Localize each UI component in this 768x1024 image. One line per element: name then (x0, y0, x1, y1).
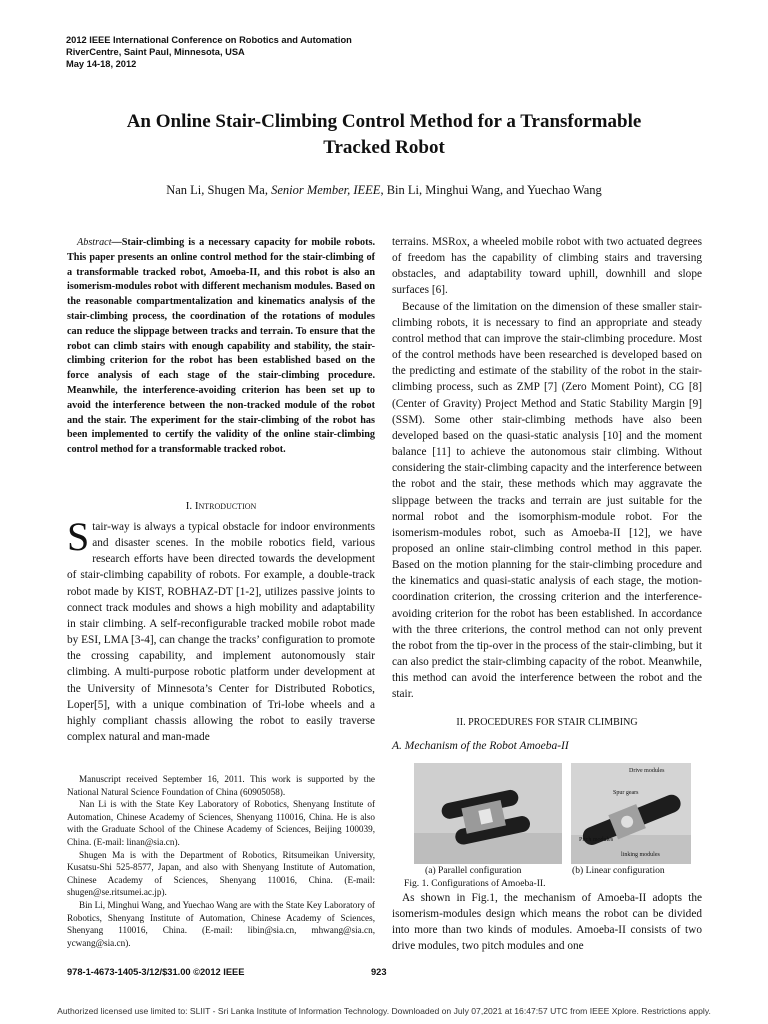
abstract (67, 236, 375, 458)
intro-dropcap: S (67, 514, 90, 559)
figure-linear-configuration (571, 763, 691, 864)
license-notice: Authorized licensed use limited to: SLIIT - Sri Lanka Institute of Information Technology. Downloaded on July 07,2021 at 16:47:57 UTC from IEEE Xplore. Restrictions apply. (57, 1006, 711, 1016)
author-role: Senior Member, IEEE (271, 183, 381, 197)
conference-header (66, 34, 352, 70)
subsection-a-heading: A. Mechanism of the Robot Amoeba-II (392, 740, 569, 752)
title-line-1: An Online Stair-Climbing Control Method for a Transformable (126, 111, 642, 132)
author-list (60, 183, 708, 198)
figure-caption: Fig. 1. Configurations of Amoeba-II. (404, 878, 546, 889)
paragraph-2: Because of the limitation on the dimension of these smaller stair-climbing robots, it is necessary to find an appropriate and steady control method that can improve the stair-climbing procedure. Most of the control methods have been researched is developed based on the predicting and estimate of the stability of the robot in the stair-climbing process, such as ZMP [7] (Zero Moment Point), CG [8] (Center of Gravity) Project Method and Static Stability Margin [9] (SSM). Some other stair-climbing methods have also been developed based on the quasi-static analysis [10] and the moment balance [11] to achieve the autonomous stair climbing. Without considering the stair-climbing capacity and the interference between the robot and the stair, these methods which may aggravate the slippage between the tracks and terrain are just suitable for the normal robot and the isomorphism-module robot. For the isomerism-modules robot, such as Amoeba-II [12], we have proposed an online stair-climbing control method in this paper. Based on the motion planning for the stair-climbing procedure and the kinematics and quasi-static analysis of each stage, the motion-coordination criterion, the crossing criterion and the interference-avoiding criterion for the robot has been established. In accordance with the three criterions, the control method can not only prevent the robot from the tip-over in the process of the stair-climbing, but it can also predict the stair-climbing capacity of the robot. Meanwhile, this method can avoid the interference between the robot and the stair. (392, 300, 702, 701)
caption-b: (b) Linear configuration (572, 865, 665, 876)
conference-dates: May 14-18, 2012 (66, 59, 137, 69)
caption-a: (a) Parallel configuration (425, 865, 522, 876)
right-column-continued (392, 890, 702, 955)
abstract-text: —Stair-climbing is a necessary capacity for mobile robots. This paper presents an online control method for the stair-climbing of a transformable tracked robot, Amoeba-II, and this robot is also an isomerism-modules robot with different mechanism modules. Based on the reasonable compartmentalization and kinematics analysis of the stair-climbing process, the coordination of the rotations of modules can reduce the slippage between tracks and terrain. To ensure that the robot can climb stairs with enough capability and stability, the stair-climbing criterion for the robot has been established based on the force analysis of each stage of the stair-climbing procedure. Meanwhile, the interference-avoiding criterion has been set up to avoid the interference between the non-tracked module of the robot and the stair. The experiment for the stair-climbing of the robot has been implemented to certify the validity of the online stair-climbing control method for a transformable tracked robot. (67, 237, 375, 456)
intro-text: tair-way is always a typical obstacle for indoor environments and disaster scenes. In the mobile robotics field, various research efforts have been directed towards the development of stair-climbing capability of robots. For example, a double-track robot made by KIST, ROBHAZ-DT [1-2], utilizes passive joints to connect track modules and shows a high mobility and adaptability in stair climbing. A self-reconfigurable tracked mobile robot made by ESI, LMA [3-4], can change the tracks’ configuration to promote the crossing capability, and implement autonomously stair climbing. A multi-purpose robotic platform under development at the University of Minnesota’s Center for Distributed Robotics, Loper[5], with a unique combination of Tri-lobe wheels and a highly compliant chassis allowing the robot to easily traverse complex natural and man-made (67, 521, 375, 744)
isbn-footer: 978-1-4673-1405-3/12/$31.00 ©2012 IEEE (67, 967, 245, 977)
footnote-2: Nan Li is with the State Key Laboratory of Robotics, Shenyang Institute of Automation, Chinese Academy of Sciences, Shenyang 110016, China. He is also with the Graduate School of the Chinese Academy of Sciences, Beijing 100039, China. (E-mail: linan@sia.cn). (67, 799, 375, 847)
footnotes (67, 773, 375, 949)
right-column-text (392, 234, 702, 703)
robot-parallel-photo (414, 763, 562, 864)
label-pitch-modules: Pitch modules (579, 837, 614, 843)
footnote-4: Bin Li, Minghui Wang, and Yuechao Wang are with the State Key Laboratory of Robotics, Shenyang Institute of Automation, Chinese Academy of Sciences, Shenyang 110016, China. (E-mail: libin@sia.cn, mhwang@sia.cn, ycwang@sia.cn). (67, 899, 375, 948)
author-names-before: Nan Li, Shugen Ma, (166, 183, 272, 197)
intro-heading: I. Introduction (185, 500, 257, 512)
section-2-heading: II. PROCEDURES FOR STAIR CLIMBING (456, 717, 638, 728)
footnote-1: Manuscript received September 16, 2011. This work is supported by the National Natural Science Foundation of China (60905058). (67, 774, 375, 797)
conference-venue: RiverCentre, Saint Paul, Minnesota, USA (66, 47, 245, 57)
paragraph-1: terrains. MSRox, a wheeled mobile robot with two actuated degrees of freedom has the capability of climbing stairs and traversing obstacles, and adaptability toward uphill, downhill and slope surfaces [6]. (392, 236, 702, 297)
label-spur-gears: Spur gears (613, 790, 639, 796)
paragraph-3: As shown in Fig.1, the mechanism of Amoeba-II adopts the isomerism-modules design which means the robot can be divided into more than two kinds of modules. Amoeba-II consists of two drive modules, two pitch modules and one (392, 892, 702, 953)
figure-parallel-configuration (414, 763, 562, 864)
page-number: 923 (371, 967, 387, 977)
robot-linear-photo (571, 763, 691, 864)
author-names-after: , Bin Li, Minghui Wang, and Yuechao Wang (380, 183, 602, 197)
label-linking-modules: linking modules (621, 852, 660, 858)
abstract-lead: Abstract (77, 237, 112, 248)
title-line-2: Tracked Robot (323, 137, 445, 158)
label-drive-modules: Drive modules (629, 768, 665, 774)
intro-body (67, 514, 375, 745)
paper-title (60, 109, 708, 161)
footnote-3: Shugen Ma is with the Department of Robotics, Ritsumeikan University, Kusatsu-Shi 525-8577, Japan, and also with Shenyang Institute of Automation, Chinese Academy of Sciences, Shenyang 110016, China. (E-mail: shugen@se.ritsumei.ac.jp). (67, 849, 375, 898)
conference-name: 2012 IEEE International Conference on Robotics and Automation (66, 35, 352, 45)
